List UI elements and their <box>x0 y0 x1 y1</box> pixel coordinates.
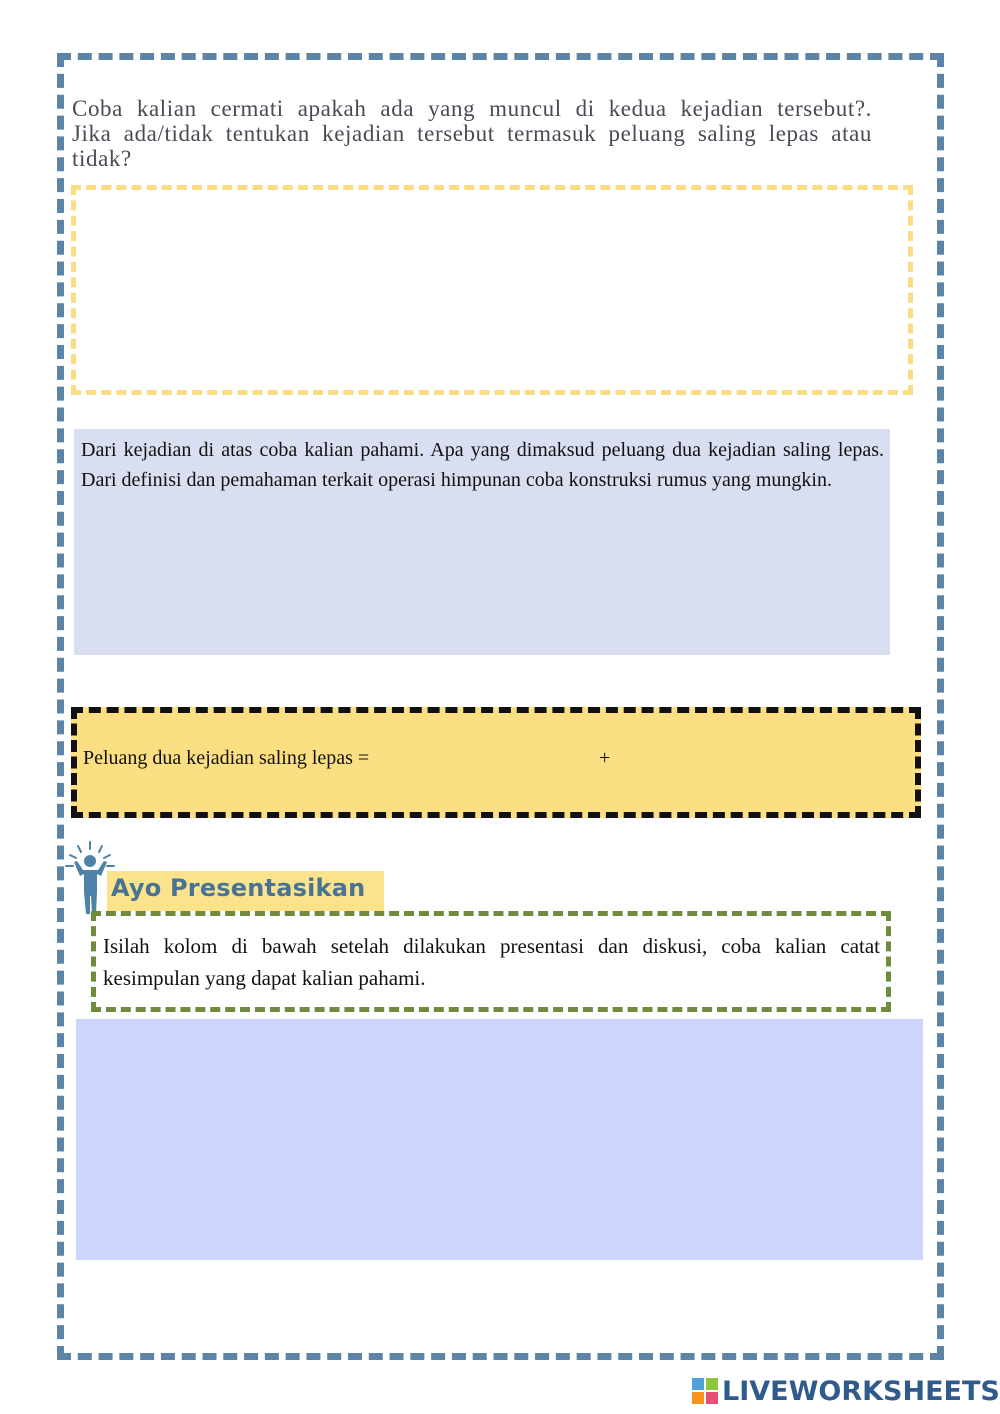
conclusion-box[interactable] <box>76 1019 923 1260</box>
section-banner <box>107 871 384 911</box>
formula-label: Peluang dua kejadian saling lepas = <box>83 747 370 769</box>
brand-name: LIVEWORKSHEETS <box>722 1375 1000 1407</box>
instruction-box <box>91 911 891 1012</box>
definition-text: Dari kejadian di atas coba kalian pahami. Apa yang dimaksud peluang dua kejadian saling lepas. Dari definisi dan pemahaman terkait operasi himpunan coba konstruksi rumus yang mungkin. <box>81 439 884 491</box>
instruction-text: Isilah kolom di bawah setelah dilakukan presentasi dan diskusi, coba kalian catat kesimpulan yang dapat kalian pahami. <box>103 934 880 990</box>
formula-box <box>71 707 921 818</box>
answer-box[interactable] <box>71 185 913 395</box>
brand <box>692 1374 1000 1408</box>
section-title: Ayo Presentasikan <box>111 874 366 902</box>
liveworksheets-logo-icon <box>692 1378 718 1404</box>
question-text: Coba kalian cermati apakah ada yang muncul di kedua kejadian tersebut?. Jika ada/tidak tentukan kejadian tersebut termasuk peluang saling lepas atau tidak? <box>72 96 872 171</box>
formula-plus-sign: + <box>599 747 611 769</box>
definition-box[interactable] <box>74 429 890 655</box>
